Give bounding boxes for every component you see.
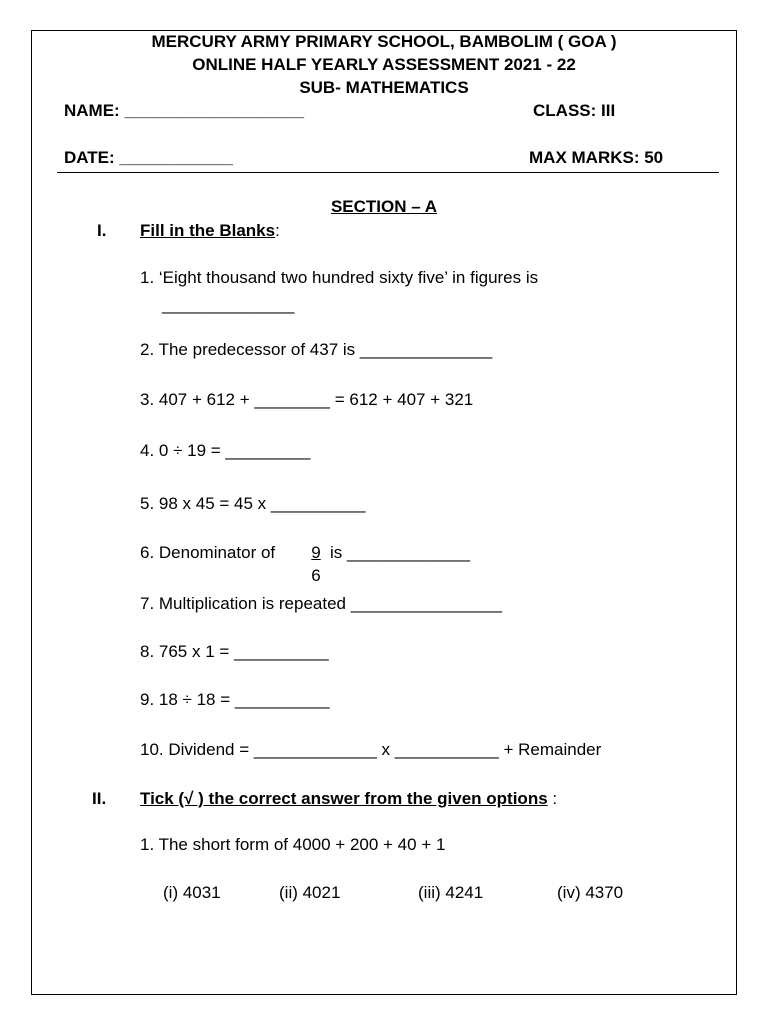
- part-1-heading: [140, 221, 280, 241]
- question-6-suffix: is _____________: [330, 543, 470, 562]
- question-1-line-2: ______________: [162, 295, 295, 314]
- exam-title: ONLINE HALF YEARLY ASSESSMENT 2021 - 22: [192, 55, 576, 74]
- class-field: CLASS: III: [533, 101, 616, 120]
- subject-title: SUB- MATHEMATICS: [299, 78, 469, 97]
- header-divider: [57, 172, 719, 173]
- question-5: 5. 98 x 45 = 45 x __________: [140, 494, 366, 513]
- part-1-roman: I.: [97, 221, 107, 240]
- question-4: 4. 0 ÷ 19 = _________: [140, 441, 311, 460]
- question-8: 8. 765 x 1 = __________: [140, 642, 329, 661]
- mcq-option-1: (i) 4031: [163, 883, 221, 902]
- question-3: 3. 407 + 612 + ________ = 612 + 407 + 321: [140, 390, 474, 409]
- mcq-option-3: (iii) 4241: [418, 883, 484, 902]
- fraction-numerator: 9: [311, 543, 321, 562]
- mcq-option-2: (ii) 4021: [279, 883, 341, 902]
- part-1-colon: :: [275, 221, 280, 240]
- question-10: 10. Dividend = _____________ x ___________ + Remainder: [140, 740, 602, 759]
- question-7: 7. Multiplication is repeated ________________: [140, 594, 502, 613]
- date-field: DATE: ____________: [64, 148, 233, 167]
- part-2-heading: [140, 789, 557, 809]
- section-a-title: SECTION – A: [330, 197, 438, 216]
- part-2-title: Tick (√ ) the correct answer from the given options: [140, 789, 548, 808]
- mcq-option-4: (iv) 4370: [557, 883, 624, 902]
- question-2: 2. The predecessor of 437 is ______________: [140, 340, 493, 359]
- mcq-1-question: 1. The short form of 4000 + 200 + 40 + 1: [140, 835, 446, 854]
- part-2-roman: II.: [92, 789, 107, 808]
- part-2-colon: :: [547, 789, 558, 808]
- part-1-title: Fill in the Blanks: [140, 221, 276, 240]
- question-6-prefix: 6. Denominator of: [140, 543, 276, 562]
- question-9: 9. 18 ÷ 18 = __________: [140, 690, 330, 709]
- question-1-line-1: 1. ‘Eight thousand two hundred sixty five’ in figures is: [140, 268, 539, 287]
- fraction-denominator: 6: [311, 566, 321, 585]
- question-6-fraction: [306, 543, 326, 586]
- max-marks: MAX MARKS: 50: [529, 148, 664, 167]
- name-field: NAME: ___________________: [64, 101, 305, 120]
- school-name: MERCURY ARMY PRIMARY SCHOOL, BAMBOLIM ( GOA ): [151, 32, 617, 51]
